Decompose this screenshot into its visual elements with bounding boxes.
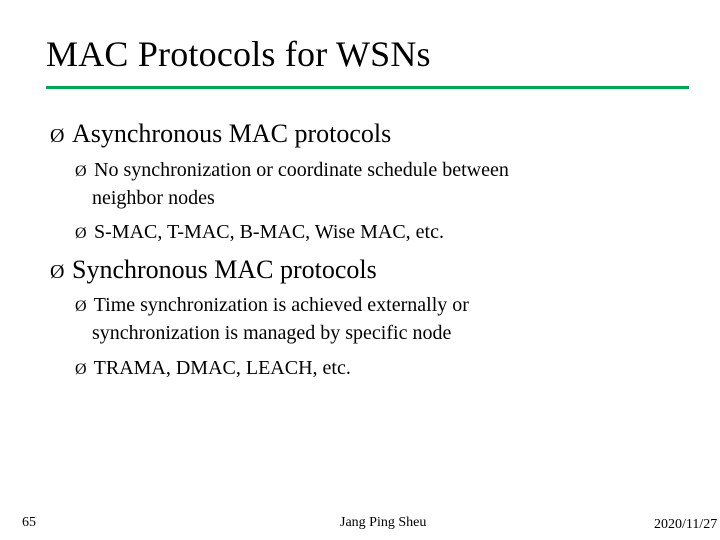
sub-bullet bbox=[75, 157, 509, 212]
bullet-text-line1: No synchronization or coordinate schedule between bbox=[94, 159, 509, 181]
bullet-text-line2: neighbor nodes bbox=[92, 187, 215, 209]
bullet-text-line1: Time synchronization is achieved externally or bbox=[93, 294, 469, 316]
arrow-bullet-icon: Ø bbox=[75, 298, 87, 315]
bullet-text-line1: TRAMA, DMAC, LEACH, etc. bbox=[93, 357, 351, 379]
bullet-text-line1: S-MAC, T-MAC, B-MAC, Wise MAC, etc. bbox=[94, 221, 444, 243]
arrow-bullet-icon: Ø bbox=[50, 125, 65, 147]
sub-bullet bbox=[75, 355, 351, 383]
arrow-bullet-icon: Ø bbox=[75, 163, 87, 180]
page-number: 65 bbox=[22, 515, 36, 530]
bullet-text-line2: synchronization is managed by specific node bbox=[92, 322, 452, 344]
arrow-bullet-icon: Ø bbox=[75, 225, 87, 242]
slide-title: MAC Protocols for WSNs bbox=[46, 34, 431, 74]
sub-bullet bbox=[75, 292, 469, 347]
bullet-text: Synchronous MAC protocols bbox=[72, 255, 377, 284]
bullet-text: Asynchronous MAC protocols bbox=[72, 119, 392, 148]
footer-author: Jang Ping Sheu bbox=[340, 515, 427, 530]
arrow-bullet-icon: Ø bbox=[75, 361, 87, 378]
title-divider bbox=[46, 86, 689, 89]
arrow-bullet-icon: Ø bbox=[50, 261, 65, 283]
sub-bullet bbox=[75, 219, 444, 247]
footer-date: 2020/11/27 bbox=[654, 517, 718, 532]
bullet-synchronous bbox=[50, 255, 377, 285]
bullet-asynchronous bbox=[50, 119, 391, 149]
